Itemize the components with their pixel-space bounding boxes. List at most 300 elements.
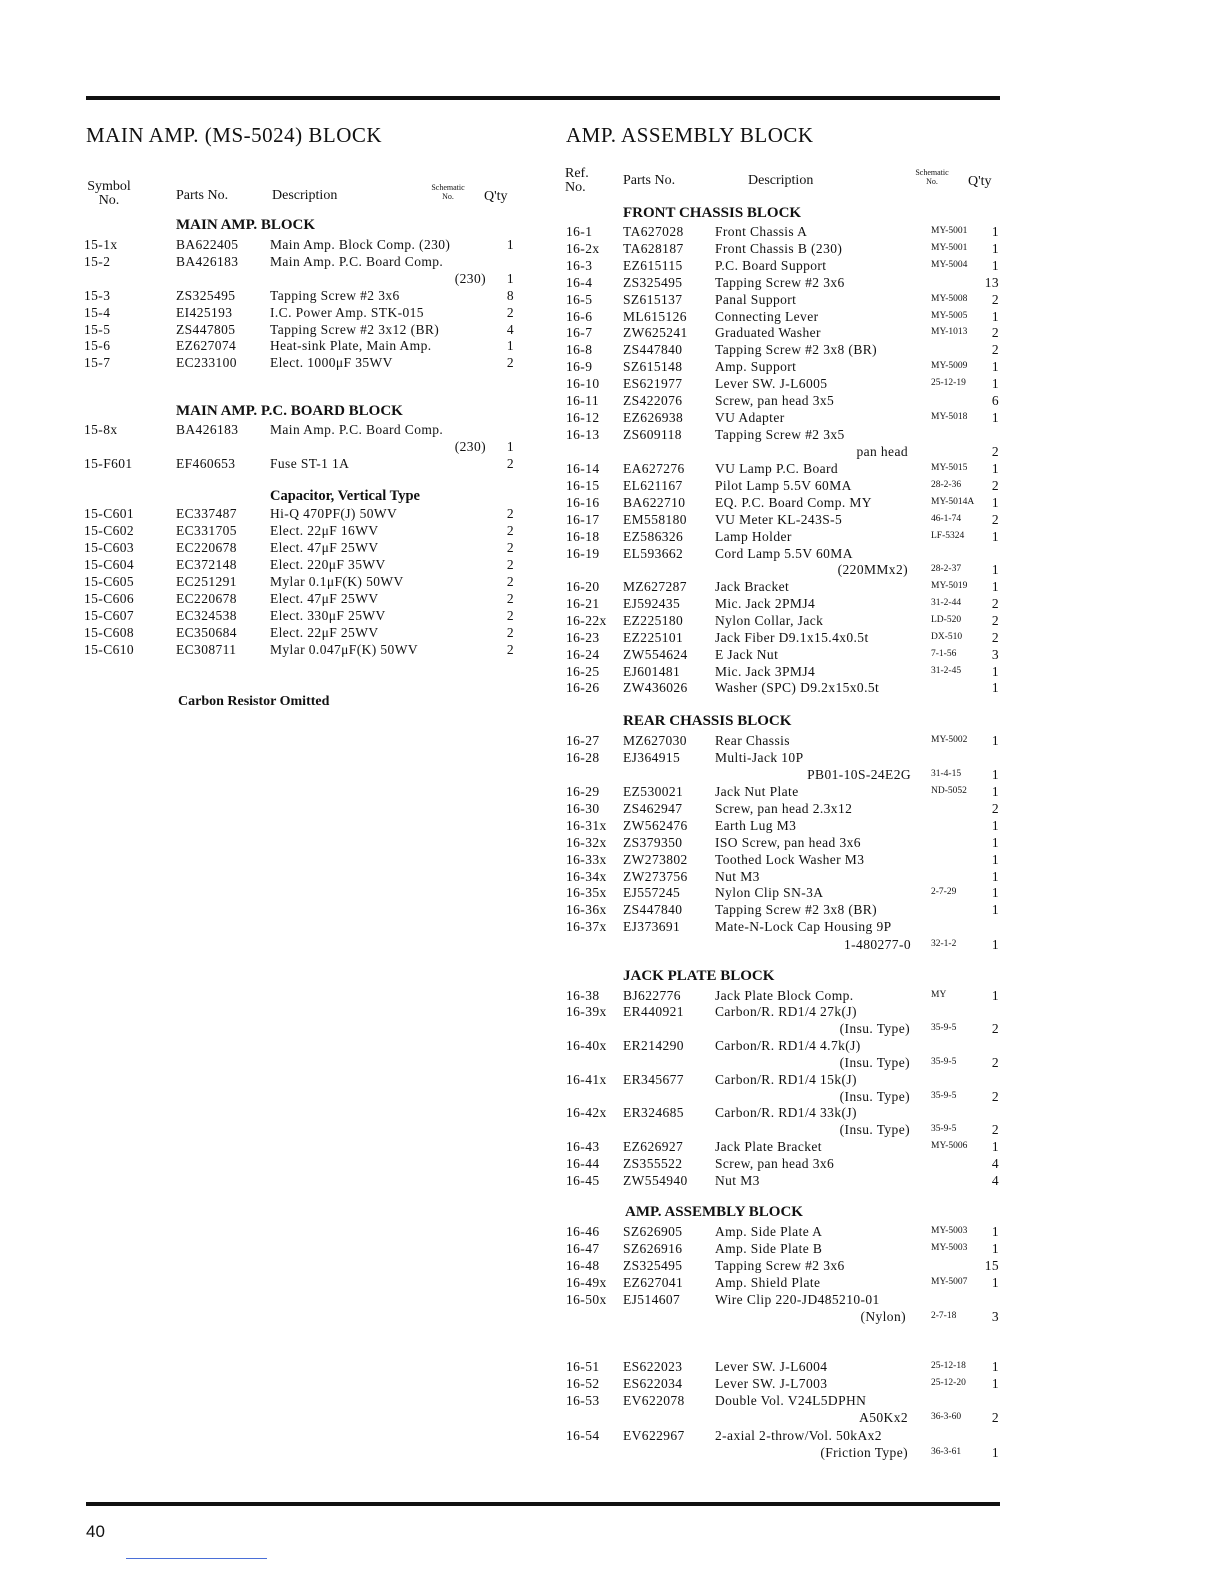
description: E Jack Nut	[715, 646, 779, 662]
parts-no: EI425193	[176, 304, 233, 320]
ref-no: 16-2x	[566, 240, 600, 256]
description: Elect. 220μF 35WV	[270, 557, 386, 572]
ref-no: 16-43	[566, 1139, 600, 1154]
description: Carbon/R. RD1/4 4.7k(J)	[715, 1038, 861, 1053]
qty: 13	[984, 274, 999, 290]
symbol-no: 15-C606	[84, 591, 135, 606]
page-number: 40	[86, 1522, 105, 1541]
description: Mylar 0.1μF(K) 50WV	[270, 574, 404, 589]
qty: 1	[991, 240, 999, 256]
qty: 1	[991, 1445, 999, 1460]
ref-no: 16-47	[566, 1240, 600, 1256]
table-row	[0, 392, 1224, 409]
ref-no: 16-40x	[566, 1038, 607, 1053]
table-row-continuation	[0, 1054, 1224, 1071]
bottom-rule	[86, 1502, 1000, 1506]
ref-no: 16-29	[566, 784, 600, 799]
ref-no: 16-52	[566, 1376, 600, 1391]
ref-no: 16-13	[566, 426, 600, 442]
description: Carbon/R. RD1/4 27k(J)	[715, 1004, 857, 1019]
table-row	[0, 749, 1224, 766]
schematic-no: ND-5052	[931, 786, 967, 796]
schematic-no: 25-12-20	[931, 1378, 966, 1388]
qty: 1	[991, 579, 999, 594]
schematic-no: MY-5008	[931, 293, 968, 304]
parts-no: ZW625241	[623, 325, 688, 341]
table-row	[0, 800, 1224, 817]
parts-no: ES621977	[623, 376, 683, 392]
main-amp-section-title: MAIN AMP. (MS-5024) BLOCK	[86, 123, 383, 147]
description: Wire Clip 220-JD485210-01	[715, 1291, 880, 1307]
ref-no: 16-35x	[566, 885, 607, 901]
header-ref-no: Ref. No.	[565, 166, 589, 195]
schematic-no: 2-7-18	[931, 1311, 957, 1321]
description: Double Vol. V24L5DPHN	[715, 1393, 867, 1408]
description: Elect. 1000μF 35WV	[270, 355, 393, 371]
table-row	[0, 901, 1224, 918]
qty: 2	[991, 612, 999, 628]
ref-no: 16-23	[566, 629, 600, 645]
table-row	[0, 1172, 1224, 1189]
parts-no: SZ615148	[623, 359, 683, 375]
symbol-no: 15-F601	[84, 456, 133, 471]
description: VU Meter KL-243S-5	[715, 511, 843, 527]
description: Nylon Collar, Jack	[715, 612, 824, 628]
description: Jack Fiber D9.1x15.4x0.5t	[715, 629, 869, 645]
description: Earth Lug M3	[715, 817, 797, 833]
parts-no: EC251291	[176, 574, 237, 589]
description: Tapping Screw #2 3x8 (BR)	[715, 902, 878, 918]
table-row	[0, 358, 1224, 375]
parts-no: ZS447840	[623, 342, 683, 358]
ref-no: 16-8	[566, 342, 593, 358]
schematic-no: DX-510	[931, 631, 963, 642]
symbol-no: 15-C608	[84, 625, 135, 640]
parts-no: EZ225180	[623, 612, 684, 628]
qty: 1	[991, 461, 999, 476]
table-row	[0, 918, 1224, 935]
ref-no: 16-3	[566, 257, 593, 273]
parts-no: ZW554624	[623, 646, 688, 662]
qty: 2	[991, 444, 999, 459]
description: Heat-sink Plate, Main Amp.	[270, 338, 432, 354]
parts-no: SZ626905	[623, 1224, 683, 1239]
description: Mic. Jack 3PMJ4	[715, 663, 816, 679]
description: Mylar 0.047μF(K) 50WV	[270, 642, 418, 657]
parts-no: EZ225101	[623, 629, 684, 645]
table-row	[0, 629, 1224, 646]
ref-no: 16-44	[566, 1155, 600, 1171]
ref-no: 16-21	[566, 595, 600, 611]
description: Amp. Shield Plate	[715, 1274, 821, 1290]
parts-no: EZ626938	[623, 409, 684, 425]
symbol-no: 15-5	[84, 321, 111, 337]
description-cont: (230)	[454, 439, 486, 454]
description: Nut M3	[715, 868, 760, 884]
header-parts-no: Parts No.	[176, 188, 229, 203]
table-row	[0, 308, 1224, 325]
ref-no: 16-12	[566, 409, 600, 425]
parts-no: EF460653	[176, 456, 236, 471]
parts-no: ES622034	[623, 1376, 683, 1391]
qty: 2	[991, 1410, 999, 1425]
qty: 2	[991, 511, 999, 527]
table-row	[0, 511, 1224, 528]
link-underline	[126, 1558, 267, 1559]
qty: 2	[991, 595, 999, 611]
ref-no: 16-34x	[566, 868, 607, 884]
description: Screw, pan head 3x6	[715, 1155, 835, 1171]
qty: 1	[991, 988, 999, 1003]
parts-no: ER345677	[623, 1072, 684, 1087]
ref-no: 16-25	[566, 663, 600, 679]
parts-no: SZ615137	[623, 291, 683, 307]
ref-no: 16-33x	[566, 851, 607, 867]
parts-no: EC331705	[176, 523, 237, 538]
table-row	[0, 868, 1224, 885]
table-row-continuation	[0, 1308, 1224, 1325]
description: Main Amp. Block Comp. (230)	[270, 237, 451, 252]
schematic-no: MY-5019	[931, 581, 968, 591]
parts-no: EJ514607	[623, 1291, 681, 1307]
header-schematic-no: Schematic No.	[431, 183, 465, 201]
schematic-no: MY-5009	[931, 361, 968, 372]
schematic-no: 35-9-5	[931, 1023, 957, 1033]
ref-no: 16-50x	[566, 1291, 607, 1307]
qty: 1	[506, 439, 514, 454]
qty: 2	[506, 574, 514, 589]
qty: 1	[991, 1376, 999, 1391]
qty: 1	[991, 257, 999, 273]
schematic-no: MY-5003	[931, 1242, 968, 1253]
amp-assembly-heading: AMP. ASSEMBLY BLOCK	[625, 1204, 803, 1220]
schematic-no: 25-12-18	[931, 1361, 966, 1371]
schematic-no: 35-9-5	[931, 1124, 957, 1134]
ref-no: 16-4	[566, 274, 593, 290]
schematic-no: MY-5004	[931, 259, 968, 270]
table-row-continuation	[0, 443, 1224, 460]
parts-no: EJ364915	[623, 750, 681, 765]
table-row	[0, 1071, 1224, 1088]
qty: 1	[991, 767, 999, 782]
table-row	[0, 1274, 1224, 1291]
qty: 2	[506, 591, 514, 606]
ref-no: 16-31x	[566, 817, 607, 833]
parts-no: ZS462947	[623, 800, 683, 816]
table-row	[0, 1291, 1224, 1308]
header-r-schematic-no: Schematic No.	[915, 168, 949, 186]
parts-no: EC220678	[176, 540, 237, 555]
description-cont: PB01-10S-24E2G	[807, 767, 911, 782]
description: Nylon Clip SN-3A	[715, 885, 824, 901]
symbol-no: 15-2	[84, 254, 111, 269]
schematic-no: 36-3-60	[931, 1412, 962, 1422]
ref-no: 16-26	[566, 680, 600, 696]
parts-no: EA627276	[623, 461, 685, 476]
qty: 6	[991, 393, 999, 408]
schematic-no: MY-5018	[931, 411, 968, 422]
symbol-no: 15-C604	[84, 557, 135, 572]
description: Nut M3	[715, 1172, 760, 1188]
description: VU Adapter	[715, 409, 785, 425]
description: Screw, pan head 3x5	[715, 393, 835, 408]
description: Tapping Screw #2 3x5	[715, 426, 845, 442]
description: Toothed Lock Washer M3	[715, 851, 865, 867]
parts-no: EM558180	[623, 511, 687, 527]
schematic-no: MY	[931, 990, 947, 1000]
description: Pilot Lamp 5.5V 60MA	[715, 477, 852, 493]
parts-no: ES622023	[623, 1359, 683, 1374]
header-r-parts-no: Parts No.	[623, 173, 676, 188]
schematic-no: MY-5005	[931, 310, 968, 321]
ref-no: 16-32x	[566, 834, 607, 850]
table-row	[0, 646, 1224, 663]
description: Mate-N-Lock Cap Housing 9P	[715, 919, 892, 935]
ref-no: 16-10	[566, 376, 600, 392]
table-row	[0, 783, 1224, 800]
top-rule	[86, 96, 1000, 100]
schematic-no: 25-12-19	[931, 378, 966, 389]
qty: 4	[506, 321, 514, 337]
qty: 1	[506, 271, 514, 286]
schematic-no: LF-5324	[931, 530, 965, 541]
capacitor-heading: Capacitor, Vertical Type	[270, 488, 420, 504]
table-row	[0, 477, 1224, 494]
qty: 2	[506, 355, 514, 371]
description: Amp. Support	[715, 359, 797, 375]
parts-no: MZ627030	[623, 733, 687, 748]
parts-no: ZS325495	[176, 288, 236, 303]
symbol-no: 15-C605	[84, 574, 135, 589]
ref-no: 16-27	[566, 733, 600, 748]
qty: 1	[991, 784, 999, 799]
header-description: Description	[272, 188, 338, 203]
symbol-no: 15-C601	[84, 506, 135, 521]
description: Rear Chassis	[715, 733, 790, 748]
table-row	[0, 1392, 1224, 1409]
parts-no: EC324538	[176, 608, 237, 623]
ref-no: 16-38	[566, 988, 600, 1003]
ref-no: 16-20	[566, 579, 600, 594]
ref-no: 16-9	[566, 359, 593, 375]
qty: 1	[991, 1139, 999, 1154]
qty: 2	[991, 477, 999, 493]
description: I.C. Power Amp. STK-015	[270, 304, 424, 320]
parts-no: EJ601481	[623, 663, 681, 679]
jack-plate-heading: JACK PLATE BLOCK	[623, 968, 775, 984]
qty: 1	[991, 851, 999, 867]
description: Lever SW. J-L6004	[715, 1359, 828, 1374]
ref-no: 16-36x	[566, 902, 607, 918]
schematic-no: 36-3-61	[931, 1447, 962, 1457]
description-cont: (220MMx2)	[837, 562, 908, 577]
table-row	[0, 1037, 1224, 1054]
parts-no: EC220678	[176, 591, 237, 606]
header-qty: Q'ty	[484, 189, 508, 204]
table-row	[0, 341, 1224, 358]
description: Lever SW. J-L7003	[715, 1376, 828, 1391]
ref-no: 16-7	[566, 325, 593, 341]
parts-no: ER440921	[623, 1004, 684, 1019]
parts-no: ZS422076	[623, 393, 683, 408]
parts-no: EC233100	[176, 355, 237, 371]
description: Elect. 47μF 25WV	[270, 540, 379, 555]
ref-no: 16-39x	[566, 1004, 607, 1019]
parts-no: EV622078	[623, 1393, 685, 1408]
ref-no: 16-53	[566, 1393, 600, 1408]
description: Cord Lamp 5.5V 60MA	[715, 545, 853, 561]
header-r-description: Description	[748, 173, 814, 188]
qty: 2	[991, 1089, 999, 1104]
description: Graduated Washer	[715, 325, 821, 341]
parts-no: ZW273802	[623, 851, 688, 867]
schematic-no: 35-9-5	[931, 1091, 957, 1101]
ref-no: 16-1	[566, 224, 593, 239]
symbol-no: 15-C603	[84, 540, 135, 555]
qty: 2	[991, 629, 999, 645]
table-row	[0, 817, 1224, 834]
table-row	[0, 528, 1224, 545]
parts-no: EZ586326	[623, 528, 684, 544]
rear-chassis-heading: REAR CHASSIS BLOCK	[623, 713, 792, 729]
parts-no: EJ557245	[623, 885, 681, 901]
description: Washer (SPC) D9.2x15x0.5t	[715, 680, 880, 696]
description-cont: (230)	[454, 271, 486, 286]
parts-no: EV622967	[623, 1428, 685, 1443]
table-row-continuation	[0, 766, 1224, 783]
qty: 3	[991, 646, 999, 662]
parts-no: ZS325495	[623, 274, 683, 290]
table-row	[0, 375, 1224, 392]
description: Mic. Jack 2PMJ4	[715, 595, 816, 611]
table-row	[0, 324, 1224, 341]
parts-no: ZW273756	[623, 868, 688, 884]
description: Front Chassis A	[715, 224, 808, 239]
qty: 1	[991, 376, 999, 392]
qty: 2	[991, 1122, 999, 1137]
schematic-no: 31-2-44	[931, 597, 962, 608]
ref-no: 16-46	[566, 1224, 600, 1239]
qty: 2	[506, 523, 514, 538]
ref-no: 16-42x	[566, 1105, 607, 1120]
symbol-no: 15-C607	[84, 608, 135, 623]
parts-no: EZ626927	[623, 1139, 684, 1154]
schematic-no: MY-5006	[931, 1141, 968, 1151]
table-row	[0, 834, 1224, 851]
description: Main Amp. P.C. Board Comp.	[270, 422, 444, 437]
parts-no: EC337487	[176, 506, 237, 521]
schematic-no: 32-1-2	[931, 939, 957, 949]
schematic-no: MY-5002	[931, 735, 968, 745]
description: Carbon/R. RD1/4 15k(J)	[715, 1072, 857, 1087]
parts-no: EL593662	[623, 545, 684, 561]
symbol-no: 15-6	[84, 338, 111, 354]
parts-no: EL621167	[623, 477, 683, 493]
symbol-no: 15-4	[84, 304, 111, 320]
table-row-continuation	[0, 936, 1224, 953]
ref-no: 16-37x	[566, 919, 607, 935]
ref-no: 16-28	[566, 750, 600, 765]
schematic-no: MY-5003	[931, 1226, 968, 1236]
parts-no: BJ622776	[623, 988, 681, 1003]
qty: 1	[991, 885, 999, 901]
ref-no: 16-22x	[566, 612, 607, 628]
qty: 2	[506, 304, 514, 320]
description: Main Amp. P.C. Board Comp.	[270, 254, 444, 269]
parts-no: EC372148	[176, 557, 237, 572]
description-cont: (Nylon)	[860, 1309, 906, 1324]
symbol-no: 15-7	[84, 355, 111, 371]
description-cont: (Insu. Type)	[839, 1055, 910, 1070]
qty: 2	[991, 342, 999, 358]
description: Connecting Lever	[715, 308, 819, 324]
parts-no: EZ615115	[623, 257, 683, 273]
table-row	[0, 494, 1224, 511]
parts-no: EZ627074	[176, 338, 237, 354]
table-row	[0, 1375, 1224, 1392]
schematic-no: 31-2-45	[931, 665, 962, 676]
table-row	[0, 679, 1224, 696]
parts-no: ER214290	[623, 1038, 684, 1053]
description: Tapping Screw #2 3x6	[715, 274, 845, 290]
table-row	[0, 1358, 1224, 1375]
qty: 8	[506, 288, 514, 303]
description: VU Lamp P.C. Board	[715, 461, 839, 476]
table-row	[0, 578, 1224, 595]
parts-no: TA628187	[623, 240, 684, 256]
qty: 15	[984, 1257, 999, 1273]
qty: 1	[991, 817, 999, 833]
qty: 2	[506, 557, 514, 572]
qty: 1	[991, 1359, 999, 1374]
ref-no: 16-51	[566, 1359, 600, 1374]
schematic-no: MY-1013	[931, 327, 968, 338]
description: Amp. Side Plate A	[715, 1224, 823, 1239]
table-row	[0, 612, 1224, 629]
description: Jack Bracket	[715, 579, 790, 594]
qty: 1	[991, 409, 999, 425]
qty: 1	[991, 1224, 999, 1239]
description: Elect. 22μF 16WV	[270, 523, 379, 538]
qty: 2	[991, 800, 999, 816]
description: Fuse ST-1 1A	[270, 456, 350, 471]
qty: 1	[991, 308, 999, 324]
schematic-no: 28-2-36	[931, 479, 962, 490]
qty: 1	[991, 359, 999, 375]
parts-no: ZS355522	[623, 1155, 683, 1171]
table-row	[0, 595, 1224, 612]
qty: 4	[991, 1155, 999, 1171]
table-row-continuation	[0, 1088, 1224, 1105]
parts-no: EZ530021	[623, 784, 684, 799]
description-cont: (Friction Type)	[820, 1445, 908, 1460]
schematic-no: 35-9-5	[931, 1057, 957, 1067]
qty: 2	[506, 608, 514, 623]
table-row	[0, 460, 1224, 477]
parts-no: MZ627287	[623, 579, 687, 594]
ref-no: 16-49x	[566, 1274, 607, 1290]
table-row	[0, 274, 1224, 291]
parts-no: SZ626916	[623, 1240, 683, 1256]
table-row	[0, 1240, 1224, 1257]
description: Tapping Screw #2 3x6	[270, 288, 400, 303]
table-row-continuation	[0, 1121, 1224, 1138]
description: Jack Nut Plate	[715, 784, 799, 799]
parts-no: EJ592435	[623, 595, 681, 611]
table-row-continuation	[0, 1444, 1224, 1461]
qty: 1	[991, 1274, 999, 1290]
parts-no: ZW436026	[623, 680, 688, 696]
